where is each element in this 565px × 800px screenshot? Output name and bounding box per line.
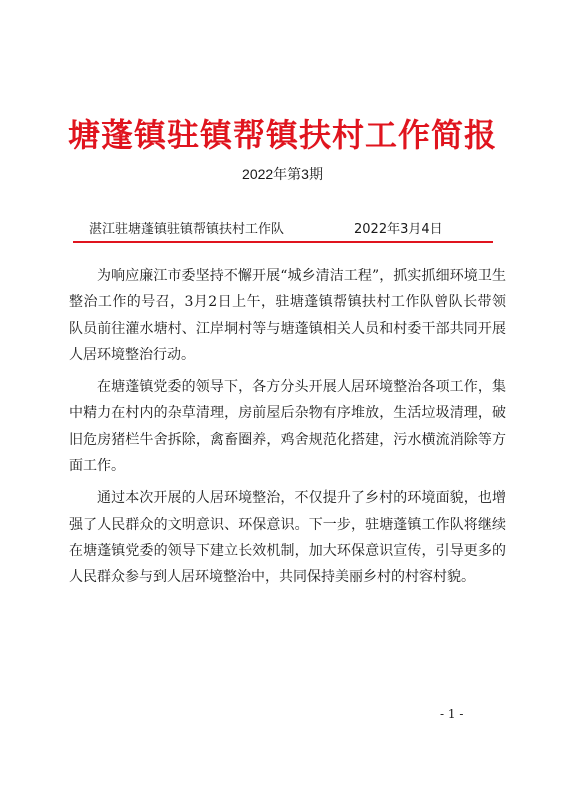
body-paragraph: 在塘蓬镇党委的领导下，各方分头开展人居环境整治各项工作，集中精力在村内的杂草清理，房前屋后杂物有序堆放，生活垃圾清理，破旧危房猪栏牛舍拆除，禽畜圈养，鸡舍规范化搭建，污水横流消除等方面工作。 [69, 379, 506, 475]
body-paragraph: 通过本次开展的人居环境整治，不仅提升了乡村的环境面貌，也增强了人民群众的文明意识、环保意识。下一步，驻塘蓬镇工作队将继续在塘蓬镇党委的领导下建立长效机制，加大环保意识宣传，引导更多的人民群众参与到人居环境整治中，共同保持美丽乡村的村容村貌。 [69, 490, 506, 586]
page-number: - 1 - [440, 707, 464, 721]
issue-date: 2022年3月4日 [354, 222, 443, 237]
bulletin-title: 塘蓬镇驻镇帮镇扶村工作简报 [67, 116, 497, 154]
bulletin-body [69, 263, 506, 597]
red-divider-line [73, 241, 493, 243]
body-paragraph: 为响应廉江市委坚持不懈开展“城乡清洁工程”，抓实抓细环境卫生整治工作的号召，3月2日上午，驻塘蓬镇帮镇扶村工作队曾队长带领队员前往灌水塘村、江岸垌村等与塘蓬镇相关人员和村委干部共同开展人居环境整治行动。 [69, 268, 506, 363]
issue-number: 2022年第3期 [242, 166, 323, 182]
issuing-team: 湛江驻塘蓬镇驻镇帮镇扶村工作队 [89, 222, 285, 237]
